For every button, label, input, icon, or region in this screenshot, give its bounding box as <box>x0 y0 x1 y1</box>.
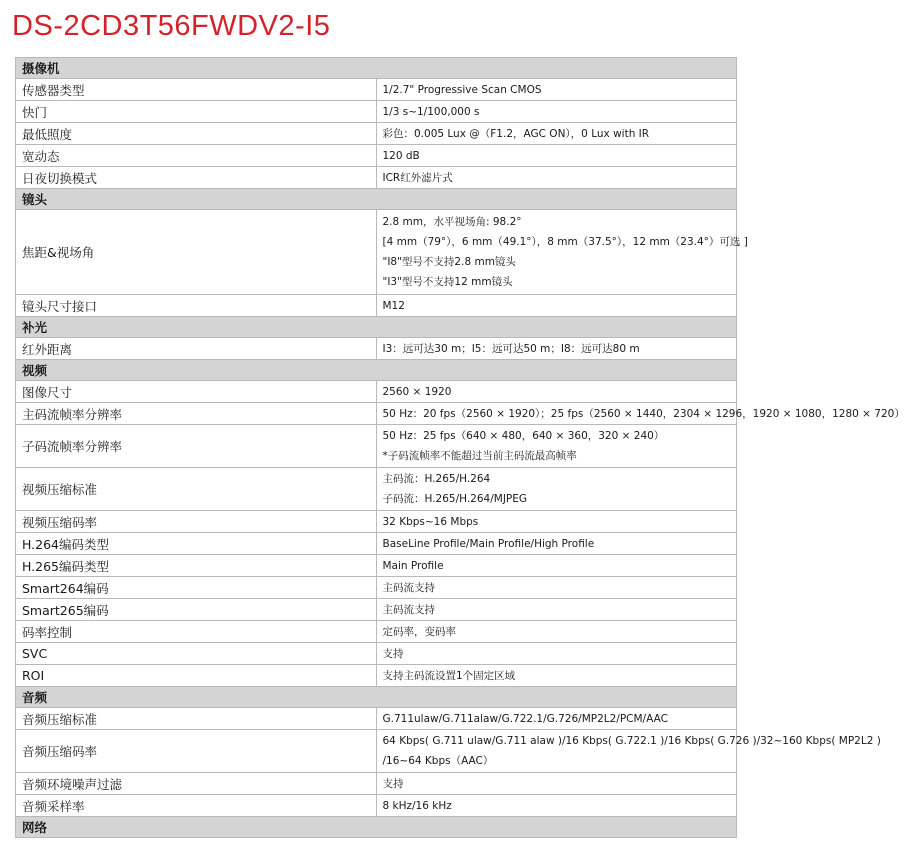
section-title: 网络 <box>16 817 737 838</box>
spec-label: 镜头尺寸接口 <box>16 295 377 317</box>
spec-row <box>16 665 737 687</box>
spec-value-line: I3：远可达30 m；I5：远可达50 m；I8：远可达80 m <box>382 342 640 355</box>
spec-value-line: 定码率，变码率 <box>382 625 456 638</box>
spec-value-cell <box>376 665 737 687</box>
spec-label: 音频压缩码率 <box>16 730 377 773</box>
spec-value-cell <box>376 101 737 123</box>
spec-value-cell <box>376 795 737 817</box>
spec-label: 快门 <box>16 101 377 123</box>
spec-label: 码率控制 <box>16 621 377 643</box>
spec-label: 音频环境噪声过滤 <box>16 773 377 795</box>
spec-value-line: /16~64 Kbps（AAC） <box>382 755 494 767</box>
spec-value-line: 支持 <box>382 647 404 660</box>
spec-table <box>15 57 905 838</box>
spec-row <box>16 145 737 167</box>
spec-value-cell <box>376 210 748 295</box>
spec-value-line: 2560 × 1920 <box>382 385 452 398</box>
spec-value-line: 子码流：H.265/H.264/MJPEG <box>382 493 528 505</box>
spec-row <box>16 533 737 555</box>
spec-label: 传感器类型 <box>16 79 377 101</box>
spec-label: 音频采样率 <box>16 795 377 817</box>
spec-label: 日夜切换模式 <box>16 167 377 189</box>
spec-value-line: 64 Kbps( G.711 ulaw/G.711 alaw )/16 Kbps( G.722.1 )/16 Kbps( G.726 )/32~160 Kbps( MP2L2 ) <box>382 735 881 747</box>
spec-value-line: 120 dB <box>382 149 420 162</box>
spec-label: 焦距&视场角 <box>16 210 377 295</box>
spec-value-cell <box>376 643 737 665</box>
spec-row <box>16 425 737 468</box>
spec-row <box>16 403 737 425</box>
spec-value-cell <box>376 599 737 621</box>
spec-label: SVC <box>16 643 377 665</box>
spec-value-cell <box>376 167 737 189</box>
section-header <box>16 687 737 708</box>
spec-value-line: ICR红外滤片式 <box>382 171 453 184</box>
spec-row <box>16 643 737 665</box>
spec-row <box>16 295 737 317</box>
spec-label: 红外距离 <box>16 338 377 360</box>
spec-value-line: [4 mm（79°），6 mm（49.1°），8 mm（37.5°），12 mm（23.4°）可选 ] <box>382 236 748 248</box>
spec-value-cell <box>376 511 737 533</box>
spec-value-line: "I3"型号不支持12 mm镜头 <box>382 276 513 288</box>
section-title: 音频 <box>16 687 737 708</box>
spec-row <box>16 101 737 123</box>
spec-row <box>16 338 737 360</box>
spec-label: ROI <box>16 665 377 687</box>
spec-value-cell <box>376 381 737 403</box>
spec-label: H.265编码类型 <box>16 555 377 577</box>
spec-value-cell <box>376 403 905 425</box>
spec-value-line: G.711ulaw/G.711alaw/G.722.1/G.726/MP2L2/PCM/AAC <box>382 712 668 725</box>
spec-value-line: Main Profile <box>382 559 444 572</box>
spec-value-line: 支持 <box>382 777 404 790</box>
spec-value-line: 主码流：H.265/H.264 <box>382 473 491 485</box>
spec-value-cell <box>376 577 737 599</box>
spec-value-line: *子码流帧率不能超过当前主码流最高帧率 <box>382 450 577 462</box>
spec-value-line: 50 Hz：25 fps（640 × 480，640 × 360，320 × 240） <box>382 430 665 442</box>
spec-value-cell <box>376 79 737 101</box>
product-title: DS-2CD3T56FWDV2-I5 <box>12 10 331 42</box>
spec-row <box>16 621 737 643</box>
spec-label: 最低照度 <box>16 123 377 145</box>
spec-label: 图像尺寸 <box>16 381 377 403</box>
spec-label: 视频压缩码率 <box>16 511 377 533</box>
spec-row <box>16 795 737 817</box>
spec-label: Smart264编码 <box>16 577 377 599</box>
spec-table-body <box>16 58 905 838</box>
spec-value-line: M12 <box>382 299 405 312</box>
spec-row <box>16 577 737 599</box>
section-header <box>16 189 737 210</box>
spec-label: 宽动态 <box>16 145 377 167</box>
spec-value-cell <box>376 295 737 317</box>
spec-row <box>16 599 737 621</box>
spec-value-line: 支持主码流设置1个固定区域 <box>382 669 516 682</box>
spec-label: 音频压缩标准 <box>16 708 377 730</box>
spec-label: 主码流帧率分辨率 <box>16 403 377 425</box>
spec-row <box>16 511 737 533</box>
spec-row <box>16 210 737 295</box>
spec-value-cell <box>376 425 737 468</box>
spec-value-cell <box>376 730 881 773</box>
spec-label: 子码流帧率分辨率 <box>16 425 377 468</box>
spec-label: 视频压缩标准 <box>16 468 377 511</box>
spec-value-cell <box>376 468 737 511</box>
section-header <box>16 360 737 381</box>
section-title: 补光 <box>16 317 737 338</box>
spec-value-cell <box>376 123 737 145</box>
section-header <box>16 58 737 79</box>
spec-value-cell <box>376 145 737 167</box>
spec-row <box>16 773 737 795</box>
section-title: 摄像机 <box>16 58 737 79</box>
spec-value-line: 彩色：0.005 Lux @（F1.2，AGC ON），0 Lux with IR <box>382 127 650 140</box>
spec-value-cell <box>376 708 737 730</box>
section-header <box>16 817 737 838</box>
spec-value-cell <box>376 338 737 360</box>
section-header <box>16 317 737 338</box>
spec-value-line: 32 Kbps~16 Mbps <box>382 515 479 528</box>
spec-value-line: 8 kHz/16 kHz <box>382 799 452 812</box>
spec-value-cell <box>376 555 737 577</box>
spec-value-line: 1/2.7" Progressive Scan CMOS <box>382 83 542 96</box>
spec-row <box>16 79 737 101</box>
spec-row <box>16 123 737 145</box>
section-title: 视频 <box>16 360 737 381</box>
spec-label: Smart265编码 <box>16 599 377 621</box>
spec-row <box>16 468 737 511</box>
spec-label: H.264编码类型 <box>16 533 377 555</box>
spec-row <box>16 381 737 403</box>
spec-row <box>16 555 737 577</box>
spec-value-line: "I8"型号不支持2.8 mm镜头 <box>382 256 516 268</box>
spec-value-line: 1/3 s~1/100,000 s <box>382 105 480 118</box>
spec-value-line: 2.8 mm，水平视场角: 98.2° <box>382 216 522 228</box>
spec-value-cell <box>376 621 737 643</box>
spec-row <box>16 730 737 773</box>
spec-value-line: 主码流支持 <box>382 581 435 594</box>
spec-value-line: 主码流支持 <box>382 603 435 616</box>
spec-row <box>16 708 737 730</box>
section-title: 镜头 <box>16 189 737 210</box>
spec-row <box>16 167 737 189</box>
spec-value-cell <box>376 773 737 795</box>
spec-value-line: 50 Hz：20 fps（2560 × 1920）；25 fps（2560 × 1440，2304 × 1296，1920 × 1080，1280 × 720） <box>382 407 905 420</box>
spec-value-cell <box>376 533 737 555</box>
spec-value-line: BaseLine Profile/Main Profile/High Profile <box>382 537 595 550</box>
